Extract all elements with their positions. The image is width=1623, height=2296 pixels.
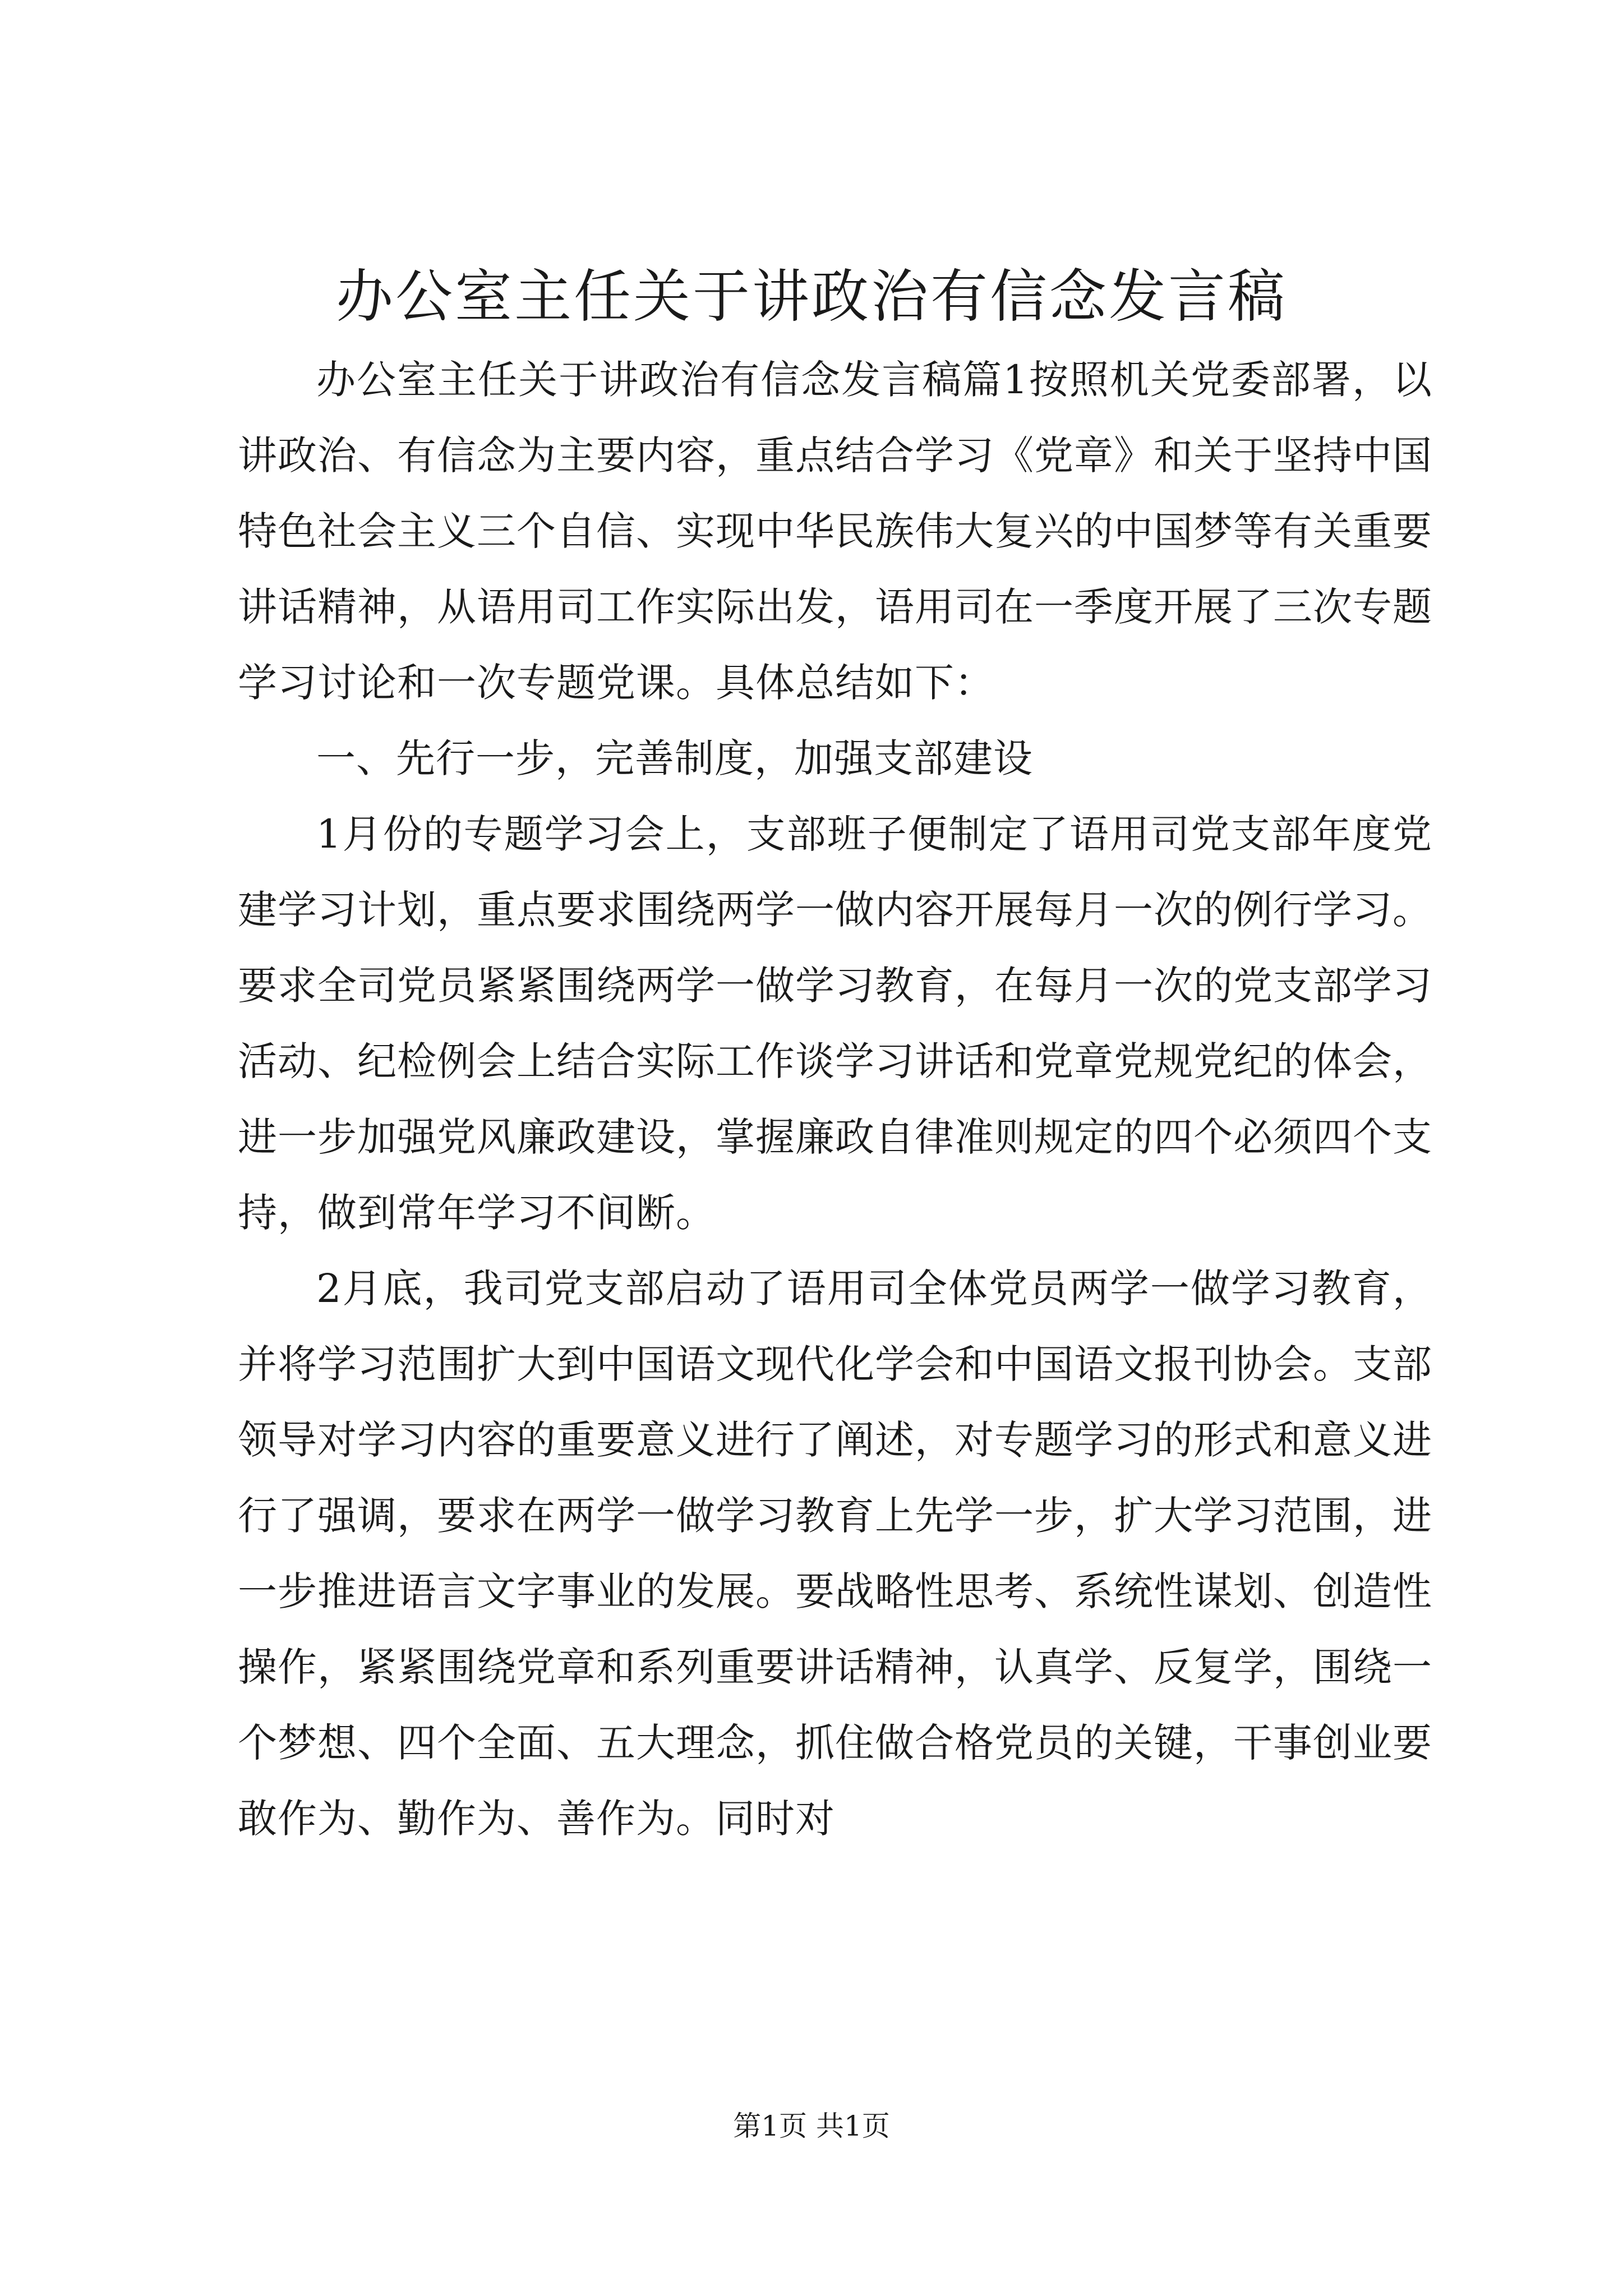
paragraph-january: 1月份的专题学习会上，支部班子便制定了语用司党支部年度党建学习计划，重点要求围绕两学一做内容开展每月一次的例行学习。要求全司党员紧紧围绕两学一做学习教育，在每月一次的党支部学习活动、纪检例会上结合实际工作谈学习讲话和党章党规党纪的体会，进一步加强党风廉政建设，掌握廉政自律准则规定的四个必须四个支持，做到常年学习不间断。 bbox=[238, 811, 1432, 1236]
paragraph-intro: 办公室主任关于讲政治有信念发言稿篇1按照机关党委部署，以讲政治、有信念为主要内容，重点结合学习《党章》和关于坚持中国特色社会主义三个自信、实现中华民族伟大复兴的中国梦等有关重要讲话精神，从语用司工作实际出发，语用司在一季度开展了三次专题学习讨论和一次专题党课。具体总结如下： bbox=[238, 357, 1432, 706]
paragraph-february: 2月底，我司党支部启动了语用司全体党员两学一做学习教育，并将学习范围扩大到中国语文现代化学会和中国语文报刊协会。支部领导对学习内容的重要意义进行了阐述，对专题学习的形式和意义进行了强调，要求在两学一做学习教育上先学一步，扩大学习范围，进一步推进语言文字事业的发展。要战略性思考、系统性谋划、创造性操作，紧紧围绕党章和系列重要讲话精神，认真学、反复学，围绕一个梦想、四个全面、五大理念，抓住做合格党员的关键，干事创业要敢作为、勤作为、善作为。同时对 bbox=[238, 1266, 1432, 1842]
document-title: 办公室主任关于讲政治有信念发言稿 bbox=[336, 264, 1287, 330]
document-body bbox=[238, 342, 1432, 1857]
section-heading-1: 一、先行一步，完善制度，加强支部建设 bbox=[316, 735, 1033, 781]
page-footer: 第1页 共1页 bbox=[733, 2110, 890, 2142]
